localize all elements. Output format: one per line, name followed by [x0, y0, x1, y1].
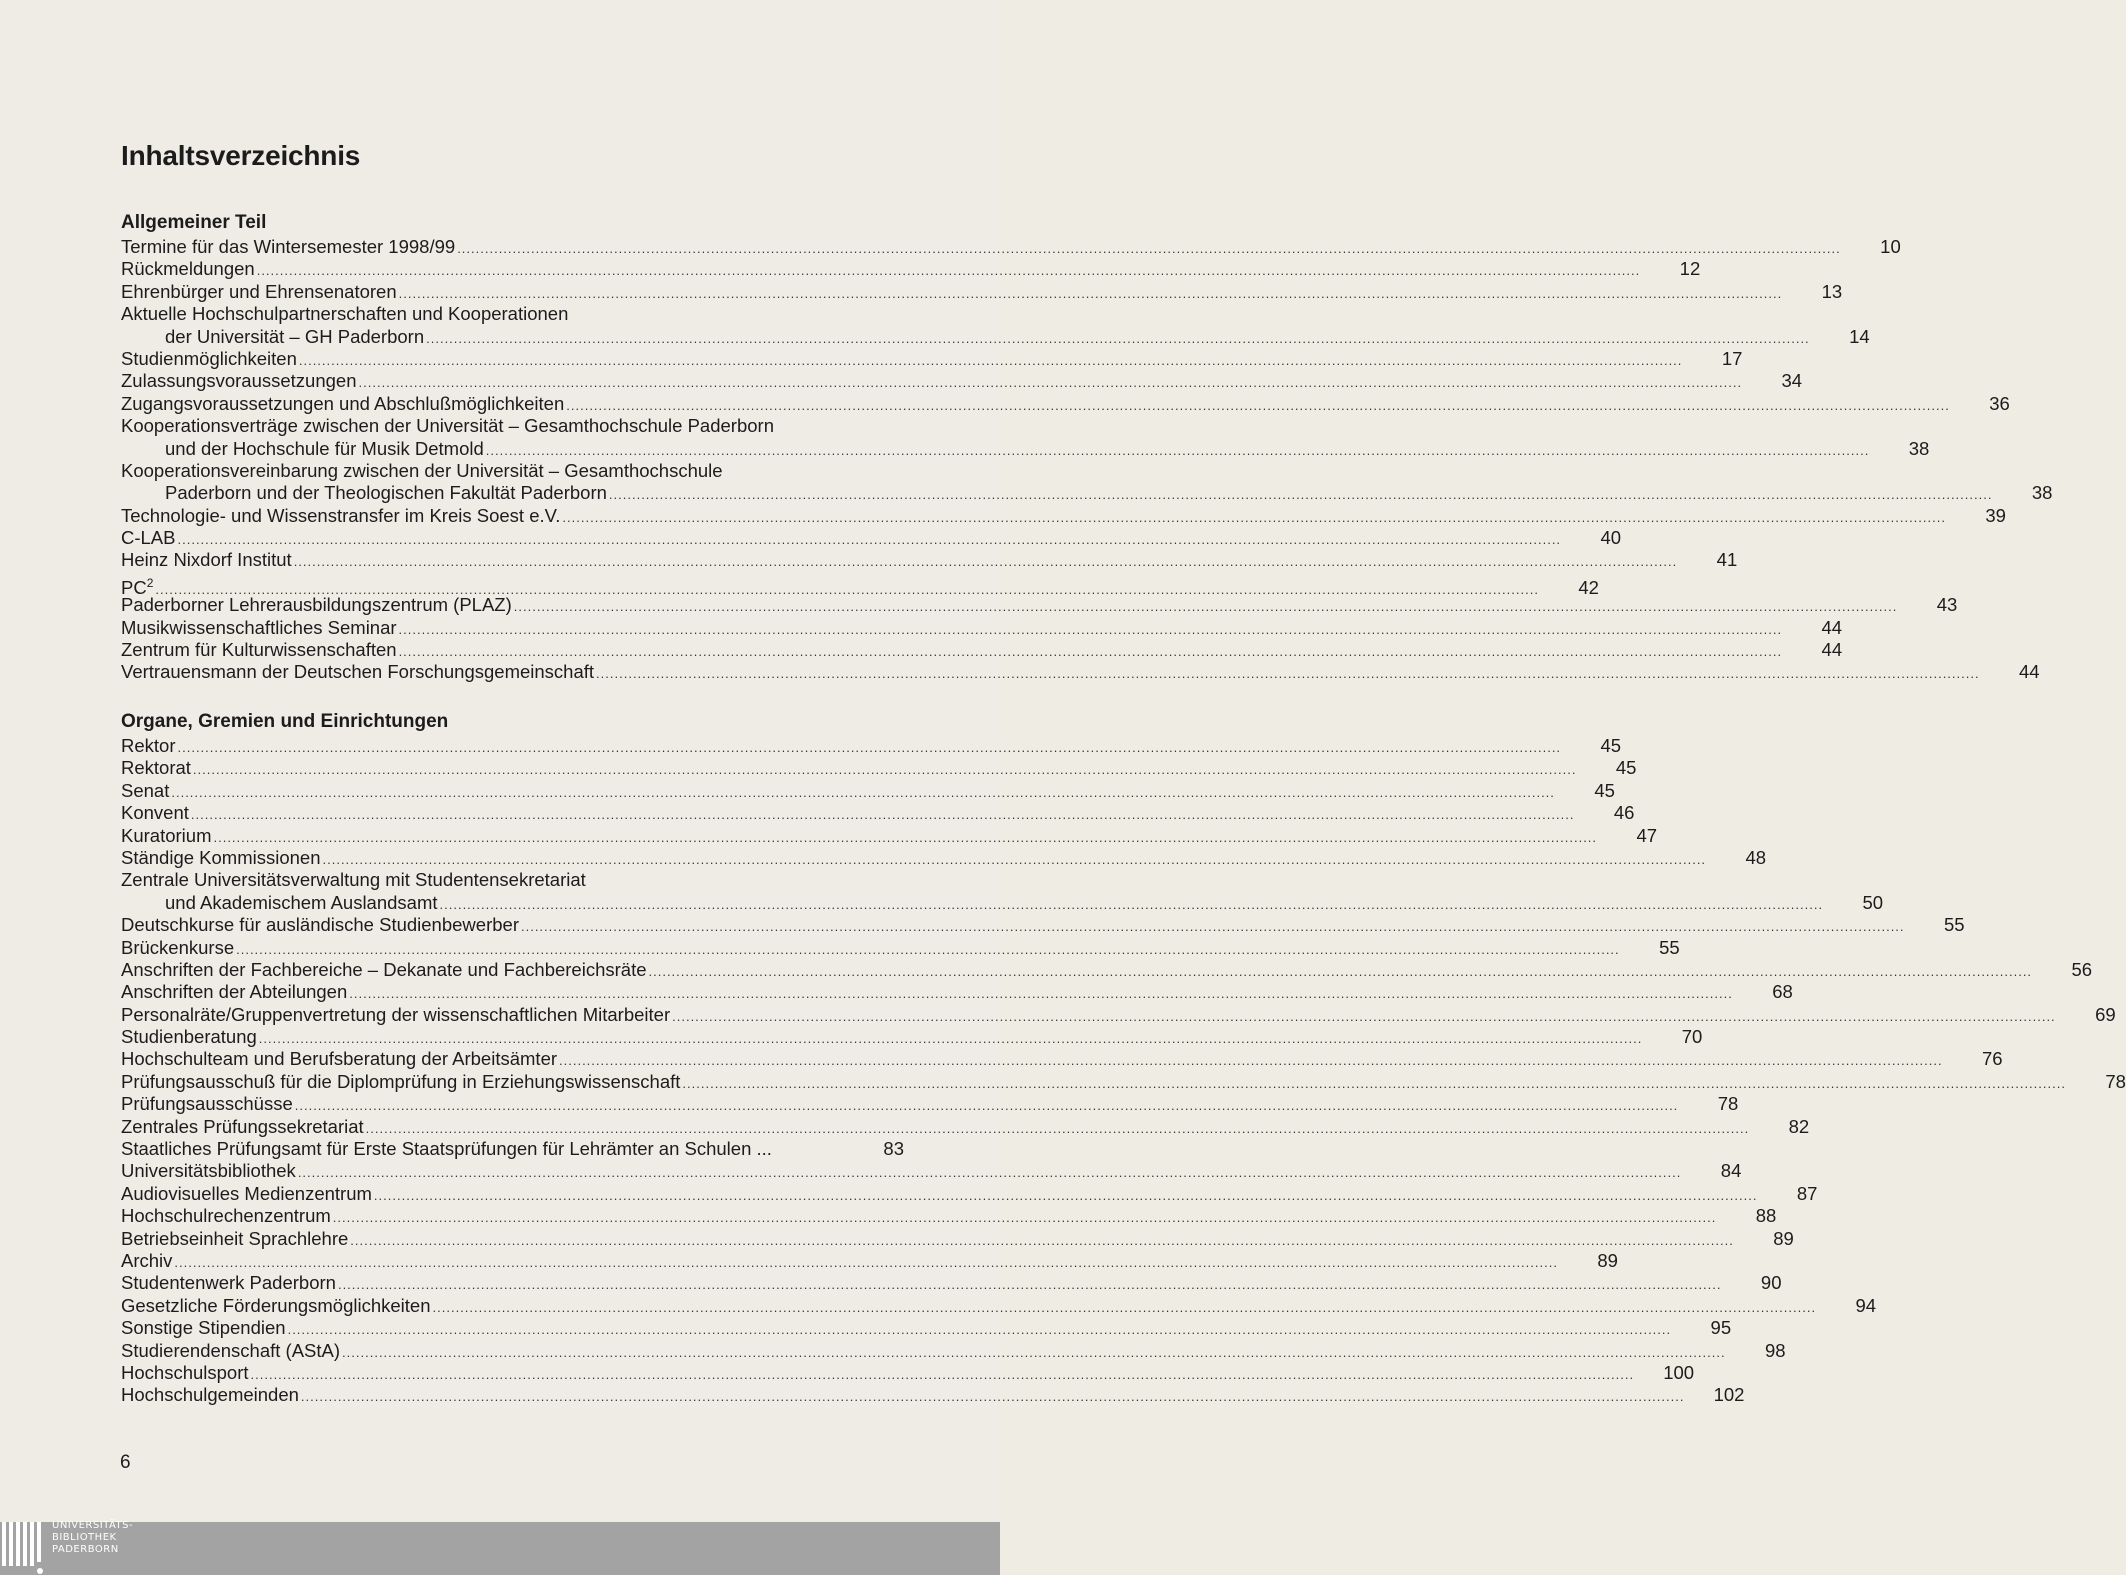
toc-entry-title [121, 258, 255, 280]
toc-entry-title [121, 892, 438, 914]
toc-entry-text: Staatliches Prüfungsamt für Erste Staatsprüfungen für Lehrämter an Schulen ... [121, 1138, 772, 1160]
toc-page-number: 42 [1578, 577, 1599, 599]
toc-entry-title [121, 617, 397, 639]
toc-entry-title [121, 549, 292, 571]
toc-entry-text: Universitätsbibliothek [121, 1160, 296, 1182]
toc-entry-text: Termine für das Wintersemester 1998/99 [121, 236, 456, 257]
toc-page-number: 89 [1773, 1227, 1794, 1249]
toc-entry-title [121, 780, 169, 802]
toc-page-number: 36 [1989, 392, 2010, 414]
toc-entry-title [121, 370, 357, 392]
library-footer-bar [0, 1522, 1000, 1575]
toc-entry [121, 504, 2006, 527]
toc-entry-title [121, 236, 455, 258]
dot-leader: ............................................................................................................................................................................................................................................................................................................ [349, 986, 1733, 1002]
toc-entry [121, 802, 1635, 824]
toc-entry-text: PC [121, 577, 147, 599]
dot-leader: ............................................................................................................................................................................................................................................................................................................ [171, 784, 1555, 800]
toc-entry-title [121, 1183, 372, 1205]
dot-leader: ............................................................................................................................................................................................................................................................................................................ [250, 1366, 1635, 1382]
toc-page-number: 12 [1679, 258, 1701, 280]
toc-entry [121, 1249, 1618, 1272]
toc-entry-title [121, 393, 564, 415]
toc-entry-text: Hochschulrechenzentrum [121, 1205, 331, 1227]
dot-leader: ............................................................................................................................................................................................................................................................................................................ [648, 963, 2033, 979]
library-logo-text [52, 1520, 133, 1556]
dot-leader: ............................................................................................................................................................................................................................................................................................................ [672, 1008, 2056, 1024]
toc-entry-line1: Aktuelle Hochschulpartnerschaften und Kooperationen [121, 303, 569, 325]
toc-entry-text: Brückenkurse [121, 936, 235, 958]
toc-entry [121, 735, 1622, 757]
toc-entry-title [121, 281, 397, 303]
dot-leader: ............................................................................................................................................................................................................................................................................................................ [562, 509, 1946, 525]
dot-leader: ............................................................................................................................................................................................................................................................................................................ [258, 1031, 1643, 1047]
toc-entry-text: Paderborn und der Theologischen Fakultät Paderborn [165, 482, 607, 504]
toc-entry-title [121, 847, 321, 869]
dot-leader: ............................................................................................................................................................................................................................................................................................................ [293, 554, 1678, 570]
toc-entry-title [121, 937, 234, 959]
toc-page-number: 10 [1880, 236, 1901, 257]
toc-entry-title [121, 1205, 331, 1227]
toc-section-general [121, 210, 2053, 684]
toc-entry-text: und der Hochschule für Musik Detmold [165, 437, 484, 459]
toc-entry-text: Prüfungsausschüsse [121, 1093, 293, 1115]
toc-entry-text: Betriebseinheit Sprachlehre [121, 1227, 349, 1249]
toc-entry-title [121, 438, 484, 460]
toc-entry [121, 1227, 1794, 1250]
toc-entry-title [121, 1362, 249, 1384]
toc-entry-line1: Kooperationsvereinbarung zwischen der Universität – Gesamthochschule [121, 459, 723, 481]
toc-entry [121, 1026, 1703, 1048]
toc-entry-text: Studierendenschaft (AStA) [121, 1339, 341, 1361]
toc-page-number: 69 [2095, 1003, 2116, 1025]
toc-section-organs [121, 709, 2126, 1407]
toc-entry [121, 1272, 1782, 1294]
toc-entry [121, 236, 1901, 258]
toc-entry [121, 779, 1615, 802]
toc-entry-title [121, 326, 424, 348]
toc-page-number: 89 [1597, 1249, 1618, 1271]
dot-leader: ............................................................................................................................................................................................................................................................................................................ [559, 1053, 1943, 1069]
toc-entry [121, 958, 2093, 981]
toc-page-number: 14 [1849, 325, 1870, 347]
toc-page-number: 82 [1788, 1115, 1810, 1137]
toc-entry [121, 370, 1803, 392]
toc-page-number: 34 [1781, 370, 1803, 392]
toc-entry-text: Kuratorium [121, 824, 212, 846]
toc-entry-text: Heinz Nixdorf Institut [121, 549, 292, 571]
toc-entry [121, 1138, 904, 1160]
toc-entry-title [121, 639, 397, 661]
toc-entry-title [121, 527, 176, 549]
toc-entry-text: Hochschulsport [121, 1361, 249, 1383]
toc-entry-text: Studentenwerk Paderborn [121, 1272, 336, 1294]
toc-entry [121, 280, 1843, 303]
toc-page-number: 88 [1755, 1205, 1777, 1227]
superscript: 2 [146, 575, 154, 590]
toc-entry-text: Hochschulteam und Berufsberatung der Arbeitsämter [121, 1048, 558, 1070]
dot-leader: ............................................................................................................................................................................................................................................................................................................ [177, 532, 1562, 548]
toc-entry [121, 757, 1637, 779]
toc-entry-text: Zugangsvoraussetzungen und Abschlußmöglichkeiten [121, 392, 565, 414]
toc-entry-title [121, 1317, 286, 1339]
dot-leader: ............................................................................................................................................................................................................................................................................................................ [485, 442, 1870, 458]
toc-entry [121, 981, 1793, 1003]
toc-entry-text: der Universität – GH Paderborn [165, 325, 425, 347]
toc-page-number: 50 [1862, 891, 1884, 913]
toc-entry-title [121, 757, 191, 779]
toc-entry-text: Vertrauensmann der Deutschen Forschungsgemeinschaft [121, 661, 595, 683]
toc-entry-text: Ehrenbürger und Ehrensenatoren [121, 280, 397, 302]
toc-entry-text: und Akademischem Auslandsamt [165, 891, 438, 913]
toc-entry [121, 347, 1743, 370]
toc-entry-line1: Zentrale Universitätsverwaltung mit Studentensekretariat [121, 869, 586, 891]
dot-leader: ............................................................................................................................................................................................................................................................................................................ [350, 1232, 1734, 1248]
toc-page-number: 94 [1855, 1294, 1877, 1316]
toc-entry-text: Audiovisuelles Medienzentrum [121, 1182, 372, 1204]
toc-entry [121, 1361, 1695, 1384]
toc-entry [121, 639, 1843, 661]
toc-page-number: 40 [1600, 527, 1622, 549]
toc-entry-text: Zentrum für Kulturwissenschaften [121, 639, 397, 661]
toc-entry-text: Deutschkurse für ausländische Studienbewerber [121, 914, 519, 936]
toc-page-number: 100 [1663, 1361, 1695, 1383]
toc-page-number: 41 [1716, 549, 1738, 571]
toc-entry-title [121, 482, 607, 504]
toc-page-number: 45 [1594, 779, 1615, 801]
toc-page-number: 78 [1717, 1093, 1739, 1115]
toc-entry-title [121, 1384, 299, 1406]
toc-entry-title [121, 1004, 670, 1026]
dot-leader: ............................................................................................................................................................................................................................................................................................................ [342, 1344, 1726, 1360]
toc-entry [121, 1070, 2126, 1093]
toc-entry-text: Paderborner Lehrerausbildungszentrum (PLAZ) [121, 594, 512, 616]
dot-leader: ............................................................................................................................................................................................................................................................................................................ [236, 941, 1620, 957]
toc-entry-title [121, 1228, 348, 1250]
toc-entry-text: Prüfungsausschuß für die Diplomprüfung in Erziehungswissenschaft [121, 1070, 681, 1092]
toc-page-number: 87 [1796, 1182, 1818, 1204]
toc-page-number: 45 [1600, 735, 1622, 756]
toc-page-number: 13 [1821, 280, 1843, 302]
dot-leader: ............................................................................................................................................................................................................................................................................................................ [177, 740, 1562, 755]
toc-entry-title [121, 661, 594, 683]
toc-entry [121, 1339, 1786, 1362]
page-number: 6 [120, 1452, 131, 1473]
toc-entry-text: C-LAB [121, 527, 176, 549]
dot-leader: ............................................................................................................................................................................................................................................................................................................ [398, 644, 1783, 660]
toc-entry [121, 914, 1965, 936]
toc-entries [121, 236, 2053, 684]
toc-entry-title [121, 505, 560, 527]
dot-leader: ............................................................................................................................................................................................................................................................................................................ [300, 1389, 1685, 1405]
toc-entry-text: Sonstige Stipendien [121, 1317, 286, 1339]
dot-leader: ............................................................................................................................................................................................................................................................................................................ [457, 241, 1841, 256]
logo-line: PADERBORN [52, 1544, 119, 1555]
toc-entry [121, 616, 1843, 639]
dot-leader: ............................................................................................................................................................................................................................................................................................................ [596, 666, 1980, 682]
toc-page-number: 44 [1821, 639, 1843, 661]
toc-page-number: 47 [1636, 824, 1658, 846]
toc-entry [121, 1048, 2003, 1070]
toc-entry-title [121, 802, 189, 824]
toc-page-number: 44 [1821, 616, 1843, 638]
toc-entry [121, 392, 2010, 415]
toc-entry-text: Konvent [121, 802, 189, 824]
section-heading: Organe, Gremien und Einrichtungen [121, 711, 449, 732]
toc-entry-title [121, 594, 512, 616]
dot-leader: ............................................................................................................................................................................................................................................................................................................ [256, 263, 1641, 279]
toc-page-number: 55 [1659, 936, 1680, 958]
toc-entry-text: Musikwissenschaftliches Seminar [121, 616, 397, 638]
toc-page-number: 83 [883, 1138, 904, 1160]
toc-entry-title [121, 959, 647, 981]
dot-leader: ............................................................................................................................................................................................................................................................................................................ [566, 397, 1950, 413]
dot-leader: ............................................................................................................................................................................................................................................................................................................ [192, 762, 1577, 778]
dot-leader: ............................................................................................................................................................................................................................................................................................................ [608, 487, 1993, 503]
toc-entry [121, 1003, 2116, 1026]
toc-page-number: 76 [1981, 1048, 2003, 1070]
toc-entry-title [121, 825, 211, 847]
toc-entry-text: Hochschulgemeinden [121, 1384, 299, 1406]
toc-entry [121, 1160, 1742, 1182]
library-logo-icon [0, 1522, 50, 1575]
toc-entry [121, 1294, 1877, 1317]
toc-entry-text: Archiv [121, 1249, 173, 1271]
toc-page-number: 78 [2105, 1070, 2126, 1092]
dot-leader: ............................................................................................................................................................................................................................................................................................................ [287, 1322, 1672, 1338]
toc-entry [121, 1384, 1745, 1406]
toc-page-number: 48 [1745, 846, 1767, 868]
toc-entry-title [121, 1048, 557, 1070]
toc-entry [121, 1182, 1818, 1205]
dot-leader: ............................................................................................................................................................................................................................................................................................................ [398, 621, 1783, 637]
toc-entry-line1: Kooperationsverträge zwischen der Universität – Gesamthochschule Paderborn [121, 415, 774, 437]
dot-leader: ............................................................................................................................................................................................................................................................................................................ [322, 851, 1707, 867]
toc-page-number: 17 [1721, 347, 1743, 369]
logo-line: BIBLIOTHEK [52, 1532, 117, 1543]
toc-entry-title [121, 1071, 680, 1093]
dot-leader: ............................................................................................................................................................................................................................................................................................................ [298, 352, 1683, 368]
toc-entry-text: Rückmeldungen [121, 258, 255, 280]
toc-page-number: 98 [1765, 1339, 1786, 1361]
dot-leader: ............................................................................................................................................................................................................................................................................................................ [520, 919, 1905, 935]
toc-page-number: 39 [1985, 504, 2006, 526]
toc-entry [121, 549, 1738, 571]
dot-leader: ............................................................................................................................................................................................................................................................................................................ [155, 582, 1539, 598]
logo-line: UNIVERSITÄTS- [52, 1520, 134, 1531]
dot-leader: ............................................................................................................................................................................................................................................................................................................ [358, 375, 1743, 391]
toc-entry [121, 572, 1599, 599]
toc-entry [121, 482, 2053, 504]
toc-entry-title [121, 1340, 340, 1362]
dot-leader: ............................................................................................................................................................................................................................................................................................................ [439, 896, 1824, 912]
toc-page-number: 44 [2019, 661, 2040, 683]
toc-entry [121, 1115, 1810, 1138]
toc-entry-title [121, 1093, 293, 1115]
dot-leader: ............................................................................................................................................................................................................................................................................................................ [190, 807, 1575, 823]
toc-entries [121, 735, 2126, 1407]
toc-page-number: 68 [1772, 981, 1793, 1003]
toc-entry-text: Senat [121, 779, 170, 801]
toc-entry-title [121, 981, 347, 1003]
toc-entry-title [121, 914, 519, 936]
toc-page-number: 56 [2071, 958, 2093, 980]
toc-entry-title [121, 735, 176, 757]
dot-leader: ............................................................................................................................................................................................................................................................................................................ [373, 1187, 1758, 1203]
toc-entry-text: Gesetzliche Förderungsmöglichkeiten [121, 1294, 431, 1316]
toc-entry [121, 1205, 1777, 1227]
toc-page-number: 90 [1760, 1272, 1782, 1294]
dot-leader: ............................................................................................................................................................................................................................................................................................................ [332, 1210, 1717, 1226]
toc-entry-title [121, 1272, 336, 1294]
section-heading: Allgemeiner Teil [121, 212, 267, 233]
toc-page-number: 70 [1681, 1026, 1703, 1048]
toc-page-number: 84 [1720, 1160, 1742, 1182]
toc-entry-title [121, 1026, 257, 1048]
toc-entry-title [121, 1295, 431, 1317]
toc-entry-text: Ständige Kommissionen [121, 846, 321, 868]
toc-entry-text: Personalräte/Gruppenvertretung der wissenschaftlichen Mitarbeiter [121, 1003, 671, 1025]
toc-entry-text: Zentrales Prüfungssekretariat [121, 1115, 364, 1137]
toc-entry [121, 936, 1680, 959]
dot-leader: ............................................................................................................................................................................................................................................................................................................ [297, 1165, 1682, 1181]
toc-page-number: 38 [1908, 437, 1930, 459]
dot-leader: ............................................................................................................................................................................................................................................................................................................ [513, 599, 1898, 615]
toc-entry [121, 1093, 1739, 1115]
toc-page-number: 38 [2031, 482, 2053, 504]
dot-leader: ............................................................................................................................................................................................................................................................................................................ [365, 1120, 1750, 1136]
toc-entry-text: Studienberatung [121, 1026, 257, 1048]
toc-entry-text: Rektorat [121, 757, 191, 779]
dot-leader: ............................................................................................................................................................................................................................................................................................................ [682, 1075, 2066, 1091]
toc-entry-text: Studienmöglichkeiten [121, 347, 297, 369]
dot-leader: ............................................................................................................................................................................................................................................................................................................ [294, 1098, 1679, 1114]
toc-entry [121, 661, 2040, 683]
toc-entry-title [121, 1138, 772, 1160]
toc-entry [121, 846, 1767, 869]
toc-entry [121, 1317, 1732, 1339]
toc-entry-title [121, 348, 297, 370]
dot-leader: ............................................................................................................................................................................................................................................................................................................ [398, 285, 1783, 301]
dot-leader: ............................................................................................................................................................................................................................................................................................................ [337, 1277, 1722, 1293]
toc-entry [121, 258, 1701, 280]
toc-entry [121, 824, 1658, 847]
toc-page-number: 95 [1710, 1317, 1732, 1339]
toc-page-number: 45 [1615, 757, 1637, 779]
dot-leader: ............................................................................................................................................................................................................................................................................................................ [426, 330, 1810, 346]
dot-leader: ............................................................................................................................................................................................................................................................................................................ [432, 1299, 1817, 1315]
toc-entry-text: Anschriften der Abteilungen [121, 981, 348, 1003]
toc-entry [121, 527, 1622, 549]
toc-page-number: 43 [1936, 594, 1958, 616]
toc-entry-text: Technologie- und Wissenstransfer im Kreis Soest e.V. [121, 504, 561, 526]
dot-leader: ............................................................................................................................................................................................................................................................................................................ [213, 829, 1598, 845]
toc-entry-title [121, 1116, 364, 1138]
toc-entry [121, 437, 1930, 460]
toc-entry [121, 891, 1884, 914]
toc-entry [121, 594, 1958, 616]
toc-entry [121, 325, 1870, 348]
toc-entry-title [121, 1250, 172, 1272]
toc-entry-text: Zulassungsvoraussetzungen [121, 370, 357, 392]
toc-entry-text: Anschriften der Fachbereiche – Dekanate und Fachbereichsräte [121, 958, 647, 980]
dot-leader: ............................................................................................................................................................................................................................................................................................................ [174, 1254, 1558, 1270]
toc-entry-title [121, 1160, 296, 1182]
toc-page-number: 55 [1943, 914, 1965, 936]
toc-page-number: 102 [1713, 1384, 1745, 1406]
page-title: Inhaltsverzeichnis [121, 140, 361, 171]
toc-entry-text: Rektor [121, 735, 176, 756]
toc-page-number: 46 [1613, 802, 1635, 824]
